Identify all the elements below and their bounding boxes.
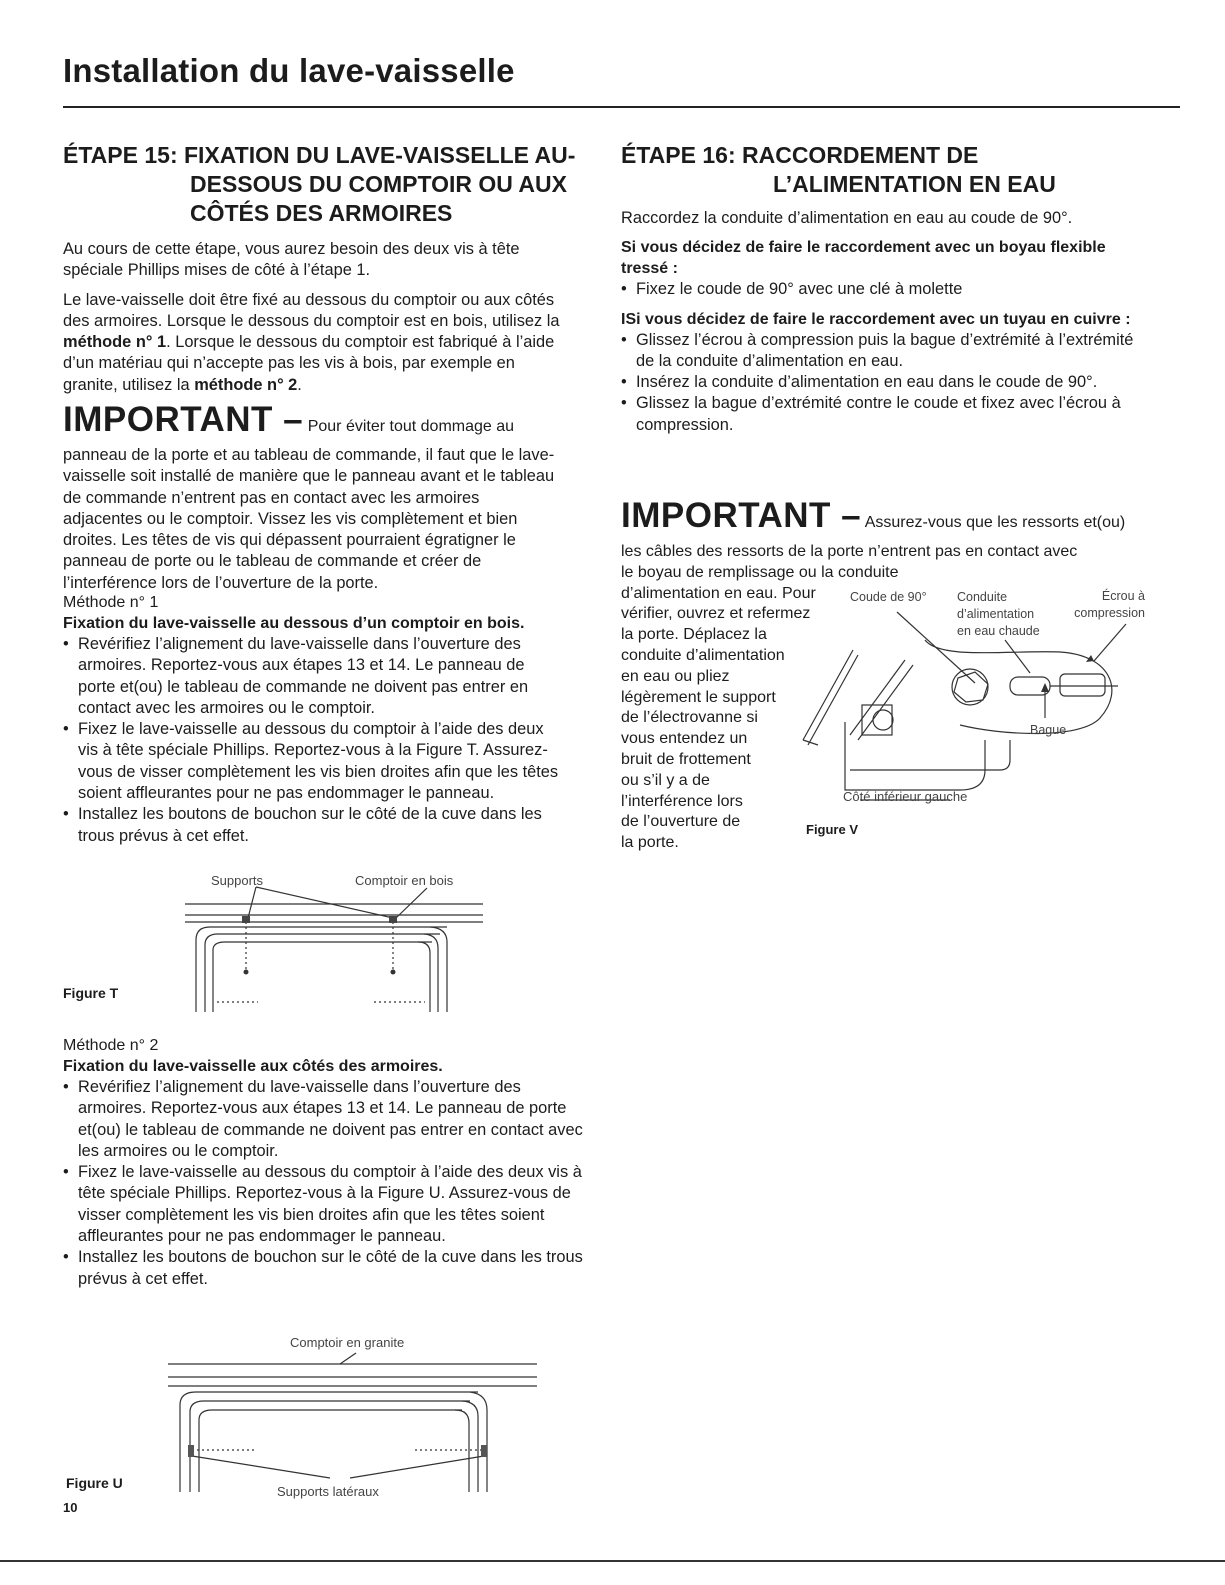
step15-title-line1: ÉTAPE 15: FIXATION DU LAVE-VAISSELLE AU- xyxy=(63,142,576,168)
important-lead: Pour éviter tout dommage au xyxy=(307,418,515,435)
important-line: bruit de frottement xyxy=(621,750,751,768)
step16-title-line1: ÉTAPE 16: RACCORDEMENT DE xyxy=(621,142,979,168)
important-line: les câbles des ressorts de la porte n’entrent pas en contact avec xyxy=(621,543,1078,560)
step15-title-line2: DESSOUS DU COMPTOIR OU AUX xyxy=(190,171,567,197)
bottom-divider xyxy=(0,1560,1225,1562)
important-line: vous entendez un xyxy=(621,730,748,748)
page-title: Installation du lave-vaisselle xyxy=(63,52,515,89)
step16-title-line2: L’ALIMENTATION EN EAU xyxy=(773,171,1056,197)
figV-label-elbow: Coude de 90° xyxy=(850,590,927,604)
important-line: conduite d’alimentation xyxy=(621,646,785,664)
step15-para2: Le lave-vaisselle doit être fixé au dessous du comptoir ou aux côtés des armoires. Lorsque le dessous du comptoir est en bois, utilisez la méthode n° 1. Lorsque le dessous du comptoir est fabriqué à l’aide d’un matériau qui n’accepte pas les vis à bois, par exemple en granite, utilisez la méthode n° 2. xyxy=(63,290,560,394)
important-lead: Assurez-vous que les ressorts et(ou) xyxy=(864,514,1126,531)
step16-intro: Raccordez la conduite d’alimentation en eau au coude de 90°. xyxy=(621,209,1073,227)
list-item: • Fixez le lave-vaisselle au dessous du comptoir à l’aide des deux vis à tête spéciale Phillips. Reportez-vous à la Figure U. Assurez-vous de visser complètement les vis bien droites afin que les têtes soient affleurantes pour ne pas endommager le panneau. xyxy=(63,1162,583,1247)
figT-label-supports: Supports xyxy=(211,873,264,888)
figV-label-ring: Bague xyxy=(1030,723,1067,737)
method1-subtitle: Fixation du lave-vaisselle au dessous d’un comptoir en bois. xyxy=(63,615,525,632)
list-item: • Glissez l’écrou à compression puis la bague d’extrémité à l’extrémité de la conduite d’alimentation en eau. xyxy=(621,330,1156,373)
important-line: l’interférence lors xyxy=(621,792,743,810)
list-item: • Fixez le coude de 90° avec une clé à molette xyxy=(621,279,1156,300)
figV-caption: Figure V xyxy=(806,822,859,837)
important-line: de l’ouverture de xyxy=(621,813,741,831)
list-item: • Glissez la bague d’extrémité contre le coude et fixez avec l’écrou à compression. xyxy=(621,393,1156,436)
important-line: légèrement le support xyxy=(621,688,776,706)
important-line: d’alimentation en eau. Pour xyxy=(621,584,816,602)
step15-title-line3: CÔTÉS DES ARMOIRES xyxy=(190,200,453,226)
important-line: ou s’il y a de xyxy=(621,771,710,789)
list-item: • Fixez le lave-vaisselle au dessous du comptoir à l’aide des deux vis à tête spéciale Phillips. Reportez-vous à la Figure T. Assurez-vous de visser complètement les vis bien droites afin que les têtes soient affleurantes pour ne pas endommager le panneau. xyxy=(63,719,563,804)
method2-title: Méthode n° 2 xyxy=(63,1037,159,1054)
figV-label-nut: Écrou à compression xyxy=(1074,589,1145,620)
figU-caption: Figure U xyxy=(66,1475,123,1491)
important-line: de l’électrovanne si xyxy=(621,709,758,727)
figV-label-side: Côté inférieur gauche xyxy=(843,789,968,804)
list-item: • Revérifiez l’alignement du lave-vaisselle dans l’ouverture des armoires. Reportez-vous aux étapes 13 et 14. Le panneau de porte et(ou) le tableau de commande ne doivent pas entrer en contact avec les armoires ou le comptoir. xyxy=(63,1077,583,1162)
figT-caption: Figure T xyxy=(63,985,119,1001)
important-label: IMPORTANT – xyxy=(621,496,862,535)
list-item: • Insérez la conduite d’alimentation en eau dans le coude de 90°. xyxy=(621,372,1156,393)
figV-label-line: Conduite d’alimentation en eau chaude xyxy=(957,590,1040,638)
copper-subtitle: ISi vous décidez de faire le raccordement avec un tuyau en cuivre : xyxy=(621,310,1131,328)
important-line: le boyau de remplissage ou la conduite xyxy=(621,563,899,581)
important-line: la porte. xyxy=(621,834,679,852)
important-line: en eau ou pliez xyxy=(621,667,730,685)
figU-label-counter: Comptoir en granite xyxy=(290,1335,405,1350)
important-line: la porte. Déplacez la xyxy=(621,626,767,644)
important-text: panneau de la porte et au tableau de commande, il faut que le lave-vaisselle soit installé de manière que le panneau avant et le tableau de commande n’entrent pas en contact avec les armoires adjacentes ou le comptoir. Vissez les vis complètement et bien droites. Les têtes de vis qui dépassent pourraient égratigner le panneau de porte ou le tableau de commande et créer de l’interférence lors de l’ouverture de la porte. xyxy=(63,446,555,592)
step15-para1: Au cours de cette étape, vous aurez besoin des deux vis à tête spéciale Phillips mises de côté à l’étape 1. xyxy=(63,240,520,280)
important-label: IMPORTANT – xyxy=(63,400,304,439)
method1-title: Méthode n° 1 xyxy=(63,594,159,611)
method2-subtitle: Fixation du lave-vaisselle aux côtés des armoires. xyxy=(63,1058,443,1075)
figT-label-counter: Comptoir en bois xyxy=(355,873,454,888)
braided-subtitle: Si vous décidez de faire le raccordement avec un boyau flexible tressé : xyxy=(621,239,1106,278)
list-item: • Installez les boutons de bouchon sur le côté de la cuve dans les trous prévus à cet effet. xyxy=(63,804,563,847)
figU-label-supports: Supports latéraux xyxy=(277,1484,379,1499)
important-line: vérifier, ouvrez et refermez xyxy=(621,605,811,623)
list-item: • Installez les boutons de bouchon sur le côté de la cuve dans les trous prévus à cet effet. xyxy=(63,1247,583,1290)
page-number: 10 xyxy=(63,1500,78,1515)
list-item: • Revérifiez l’alignement du lave-vaisselle dans l’ouverture des armoires. Reportez-vous aux étapes 13 et 14. Le panneau de porte et(ou) le tableau de commande ne doivent pas entrer en contact avec les armoires ou le comptoir. xyxy=(63,634,563,719)
